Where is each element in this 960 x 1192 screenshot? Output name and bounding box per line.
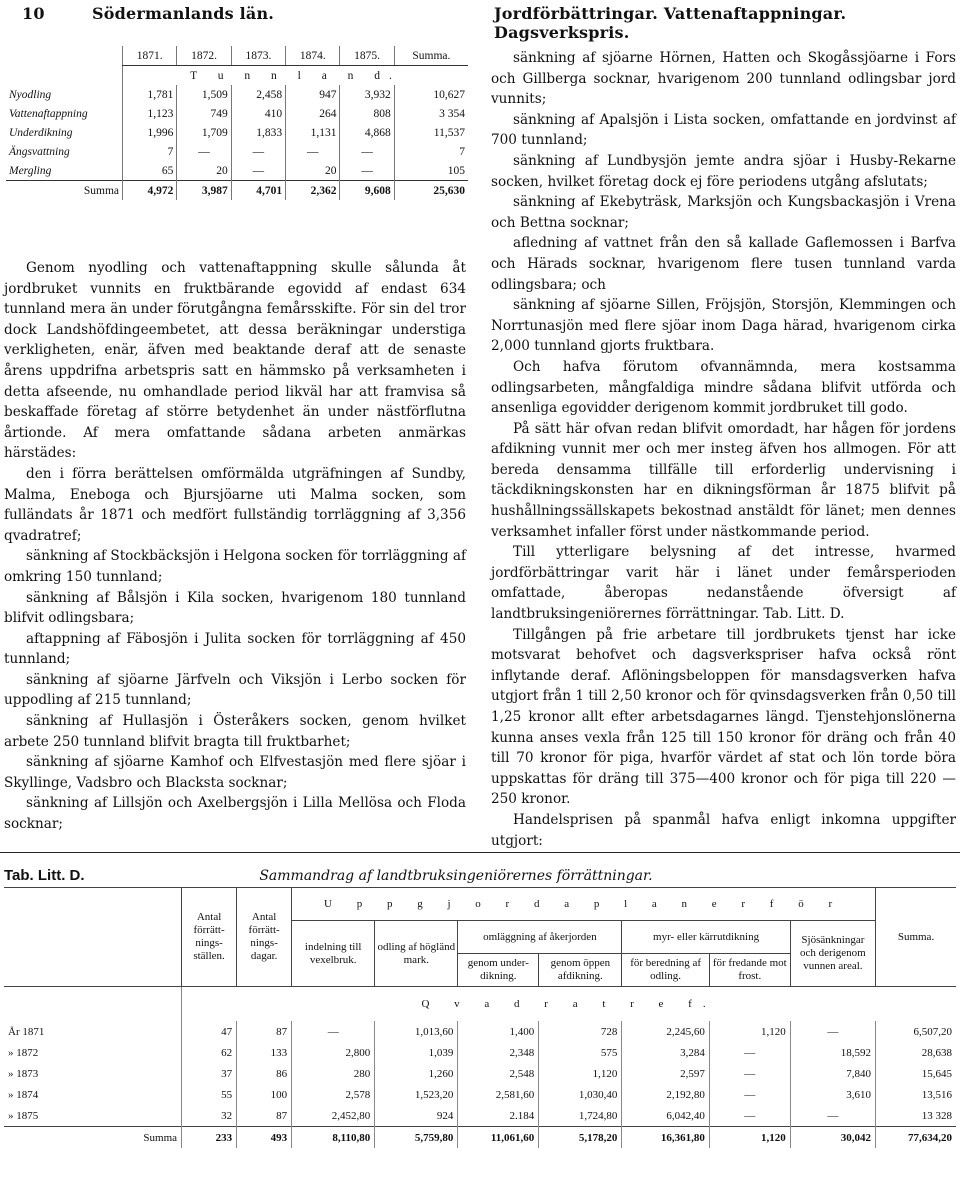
cell: 9,608 xyxy=(340,181,394,201)
paragraph: Genom nyodling och vattenaftappning skulle sålunda åt jordbruket vunnits en fruktbärande egovidd af endast 634 tunnland mera än under förutgångna femårsskifte. För sin del tror dock Landshöfdingeembetet, att dessa beräkningar understiga verkligheten, enär, äfven med beaktande deraf att de senaste årens uppdrifna arbetspris satt en hämmsko på verksamheten i detta afseende, nu omhandlade period likväl har att framvisa så beskaffade företag af större betydenhet än under nästförflutna årtionde. Af mera omfattande sådana arbeten anmärkas härstädes: xyxy=(4,260,466,462)
section-divider xyxy=(0,852,960,853)
cell: 6,507,20 xyxy=(876,1021,956,1042)
cell: 2,458 xyxy=(231,85,285,104)
paragraph: Till ytterligare belysning af det intresse, hvarmed jordförbättringar varit här i länet under femårsperioden omfattade, åberopas nedanstående öfversigt af landtbruksingeniörernes förrättningar. Tab. Litt. D. xyxy=(491,544,956,623)
sum-label: Summa xyxy=(6,181,123,201)
cell: — xyxy=(231,142,285,161)
paragraph: sänkning af sjöarne Hörnen, Hatten och Skogåssjöarne i Fors och Gillberga socknar, hvarigenom 200 tunnland odlingsbar jord vunnits; xyxy=(491,50,956,108)
cell: 1,030,40 xyxy=(539,1084,622,1105)
cell: 728 xyxy=(539,1021,622,1042)
table-sum-row xyxy=(4,1127,956,1149)
cell: 1,260 xyxy=(375,1063,458,1084)
unit-label: T u n n l a n d. xyxy=(123,66,469,86)
cell: 11,537 xyxy=(394,123,468,142)
cell: — xyxy=(340,161,394,181)
cell: — xyxy=(709,1063,790,1084)
cell: 1,724,80 xyxy=(539,1105,622,1127)
cell: 77,634,20 xyxy=(876,1127,956,1149)
row-label: Underdikning xyxy=(9,126,73,139)
cell: 749 xyxy=(177,104,231,123)
cell: 1,400 xyxy=(458,1021,539,1042)
cell: 13 328 xyxy=(876,1105,956,1127)
cell: 1,996 xyxy=(123,123,177,142)
cell: 25,630 xyxy=(394,181,468,201)
row-label: Mergling xyxy=(9,164,52,177)
table-label: Tab. Litt. D. xyxy=(4,867,85,884)
col-header: för fredande mot frost. xyxy=(709,954,790,987)
cell: 1,039 xyxy=(375,1042,458,1063)
table-caption: Sammandrag af landtbruksingeniörernes förrättningar. xyxy=(259,868,653,884)
cell: 55 xyxy=(182,1084,237,1105)
cell: 18,592 xyxy=(790,1042,875,1063)
cell: 2,597 xyxy=(622,1063,709,1084)
table-row xyxy=(6,104,468,123)
cell: 1,013,60 xyxy=(375,1021,458,1042)
cell: 7 xyxy=(394,142,468,161)
row-label: År 1871 xyxy=(8,1025,45,1038)
row-label: Nyodling xyxy=(9,88,52,101)
cell: 4,972 xyxy=(123,181,177,201)
cell: 4,701 xyxy=(231,181,285,201)
table-row xyxy=(4,1063,956,1084)
row-label: Ängsvattning xyxy=(9,145,70,158)
cell: 1,709 xyxy=(177,123,231,142)
cell: 20 xyxy=(286,161,340,181)
cell: 62 xyxy=(182,1042,237,1063)
cell: 7,840 xyxy=(790,1063,875,1084)
paragraph: aftappning af Fäbosjön i Julita socken för torrläggning af 450 tunnland; xyxy=(4,630,466,668)
cell: 4,868 xyxy=(340,123,394,142)
year-header: 1872. xyxy=(177,46,231,66)
cell: — xyxy=(709,1084,790,1105)
col-header: för beredning af odling. xyxy=(622,954,709,987)
cell: 6,042,40 xyxy=(622,1105,709,1127)
col-header: Antal förrätt-nings-dagar. xyxy=(237,888,292,987)
cell: 3,284 xyxy=(622,1042,709,1063)
year-header: Summa. xyxy=(394,46,468,66)
cell: 7 xyxy=(123,142,177,161)
cell: 3,932 xyxy=(340,85,394,104)
left-column-text xyxy=(4,258,466,835)
paragraph: sänkning af Hullasjön i Österåkers socken, genom hvilket arbete 250 tunnland blifvit bragta till fruktbarhet; xyxy=(4,713,466,750)
cell: 2,452,80 xyxy=(292,1105,375,1127)
cell: 5,759,80 xyxy=(375,1127,458,1149)
land-improvement-table xyxy=(6,46,468,200)
cell: 2,245,60 xyxy=(622,1021,709,1042)
table-sum-row xyxy=(6,181,468,201)
cell: 2,548 xyxy=(458,1063,539,1084)
group-header: U p p g j o r d a p l a n e r f ö r xyxy=(292,888,876,921)
cell: 924 xyxy=(375,1105,458,1127)
cell: 13,516 xyxy=(876,1084,956,1105)
cell: 3,610 xyxy=(790,1084,875,1105)
table-row xyxy=(4,1084,956,1105)
unit-label: Q v a d r a t r e f. xyxy=(182,987,956,1022)
paragraph: den i förra berättelsen omförmälda utgräfningen af Sundby, Malma, Eneboga och Bjursjöarne uti Malma socken, som fulländats år 1871 och medfört fullständig torrläggning af 3,356 qvadratref; xyxy=(4,465,466,544)
paragraph: sänkning af Apalsjön i Lista socken, omfattande en jordvinst af 700 tunnland; xyxy=(491,111,956,149)
cell: 37 xyxy=(182,1063,237,1084)
row-label: » 1872 xyxy=(8,1046,39,1059)
table-row xyxy=(6,85,468,104)
year-header: 1873. xyxy=(231,46,285,66)
cell: 87 xyxy=(237,1021,292,1042)
paragraph: sänkning af Bålsjön i Kila socken, hvarigenom 180 tunnland blifvit odlingsbara; xyxy=(4,589,466,627)
cell: 2,800 xyxy=(292,1042,375,1063)
paragraph: sänkning af Lundbysjön jemte andra sjöar i Husby-Rekarne socken, hvilket företag dock ej före periodens utgång afslutats; xyxy=(491,152,956,190)
row-label: » 1874 xyxy=(8,1088,39,1101)
cell: 1,120 xyxy=(709,1127,790,1149)
paragraph: sänkning af Ekebyträsk, Marksjön och Kungsbackasjön i Vrena och Bettna socknar; xyxy=(491,194,956,231)
cell: 280 xyxy=(292,1063,375,1084)
cell: 1,123 xyxy=(123,104,177,123)
cell: — xyxy=(709,1105,790,1127)
cell: 1,523,20 xyxy=(375,1084,458,1105)
cell: — xyxy=(790,1105,875,1127)
cell: 10,627 xyxy=(394,85,468,104)
cell: 1,131 xyxy=(286,123,340,142)
cell: 8,110,80 xyxy=(292,1127,375,1149)
cell: 1,781 xyxy=(123,85,177,104)
cell: 3,987 xyxy=(177,181,231,201)
cell: — xyxy=(292,1021,375,1042)
cell: 1,833 xyxy=(231,123,285,142)
cell: 87 xyxy=(237,1105,292,1127)
cell: 28,638 xyxy=(876,1042,956,1063)
sum-label: Summa xyxy=(4,1127,182,1149)
col-header: Antal förrätt-nings-ställen. xyxy=(182,888,237,987)
year-header: 1871. xyxy=(123,46,177,66)
cell: — xyxy=(790,1021,875,1042)
cell: 47 xyxy=(182,1021,237,1042)
cell: 3 354 xyxy=(394,104,468,123)
cell: 86 xyxy=(237,1063,292,1084)
cell: 233 xyxy=(182,1127,237,1149)
paragraph: På sätt här ofvan redan blifvit omordadt, har hågen för jordens afdikning vunnit mer och mer insteg äfven hos allmogen. För att bereda densamma tillfälle till erforderlig undervisning i täckdikningskonsten har en dikningsförman år 1875 blifvit på hushållningssällskapets bekostnad anstäldt för länet; men dennes verksamhet infaller först under nästkommande period. xyxy=(491,420,956,540)
cell: 133 xyxy=(237,1042,292,1063)
cell: — xyxy=(177,142,231,161)
paragraph: afledning af vattnet från den så kallade Gaflemossen i Barfva och Härads socknar, hvarigenom flere tusen tunnland varda odlingsbara; och xyxy=(491,235,956,293)
paragraph: sänkning af sjöarne Kamhof och Elfvestasjön med flere sjöar i Skyllinge, Vadsbro och Blacksta socknar; xyxy=(4,754,466,791)
cell: 1,120 xyxy=(709,1021,790,1042)
cell: — xyxy=(286,142,340,161)
paragraph: Och hafva förutom ofvannämnda, mera kostsamma odlingsarbeten, mångfaldiga mindre sådana blifvit utförda och ansenliga egovidder derigenom kommit jordbruket till godo. xyxy=(491,358,956,417)
table-row xyxy=(4,1105,956,1127)
cell: 2,192,80 xyxy=(622,1084,709,1105)
cell: 11,061,60 xyxy=(458,1127,539,1149)
table1-year-header xyxy=(6,46,468,66)
cell: 15,645 xyxy=(876,1063,956,1084)
col-header: genom öppen afdikning. xyxy=(539,954,622,987)
cell: 410 xyxy=(231,104,285,123)
col-header: odling af högländ mark. xyxy=(375,921,458,987)
col-header: myr- eller kärrutdikning xyxy=(622,921,790,954)
cell: 2,578 xyxy=(292,1084,375,1105)
col-header: Sjösänkningar och derigenom vunnen areal. xyxy=(790,921,875,987)
cell: 100 xyxy=(237,1084,292,1105)
cell: 264 xyxy=(286,104,340,123)
cell: 32 xyxy=(182,1105,237,1127)
paragraph: Handelsprisen på spanmål hafva enligt inkomna uppgifter utgjort: xyxy=(491,811,956,849)
cell: 5,178,20 xyxy=(539,1127,622,1149)
paragraph: sänkning af Stockbäcksjön i Helgona socken för torrläggning af omkring 150 tunnland; xyxy=(4,548,466,585)
year-header: 1875. xyxy=(340,46,394,66)
right-running-title: Jordförbättringar. Vattenaftappningar. Dagsverkspris. xyxy=(494,4,847,42)
col-header: omläggning af åkerjorden xyxy=(458,921,622,954)
cell: 575 xyxy=(539,1042,622,1063)
table2-title xyxy=(4,866,653,884)
cell: 947 xyxy=(286,85,340,104)
table-row xyxy=(4,1042,956,1063)
paragraph: sänkning af sjöarne Sillen, Fröjsjön, Storsjön, Klemmingen och Norrtunasjön med flere sjöar inom Daga härad, hvarigenom cirka 2,000 tunnland gjorts fruktbara. xyxy=(491,297,956,355)
table-row xyxy=(4,1021,956,1042)
cell: 808 xyxy=(340,104,394,123)
page-number: 10 xyxy=(22,4,45,23)
cell: — xyxy=(231,161,285,181)
col-header: Summa. xyxy=(876,888,956,987)
surveyor-summary-table xyxy=(4,887,956,1148)
cell: 20 xyxy=(177,161,231,181)
cell: 30,042 xyxy=(790,1127,875,1149)
paragraph: sänkning af Lillsjön och Axelbergsjön i Lilla Mellösa och Floda socknar; xyxy=(4,795,466,833)
row-label: » 1873 xyxy=(8,1067,39,1080)
cell: 16,361,80 xyxy=(622,1127,709,1149)
year-header: 1874. xyxy=(286,46,340,66)
paragraph: sänkning af sjöarne Järfveln och Viksjön i Lerbo socken för uppodling af 215 tunnland; xyxy=(4,671,466,709)
col-header: indelning till vexelbruk. xyxy=(292,921,375,987)
row-label: Vattenaftappning xyxy=(9,107,88,120)
paragraph: Tillgången på frie arbetare till jordbrukets tjenst har icke motsvarat behofvet och dagsverkspriser hafva också rönt inflytande deraf. Aflöningsbeloppen för mansdagsverken hafva utgjort från 1 till 2,50 kronor och för qvinsdagsverken från 0,50 till 1,25 kronor allt efter arbetsdagarnes längd. Tjenstehjonslönerna kunna anses vexla från 125 till 150 kronor för dräng och från 40 till 70 kronor för piga, hvarför värdet af stat och lön torde böra uppskattas för dräng till 375—400 kronor och för piga till 220 —250 kronor. xyxy=(491,626,956,808)
col-header: genom under-dikning. xyxy=(458,954,539,987)
cell: 2,348 xyxy=(458,1042,539,1063)
cell: 105 xyxy=(394,161,468,181)
cell: 2,362 xyxy=(286,181,340,201)
table-row xyxy=(6,161,468,181)
cell: — xyxy=(340,142,394,161)
cell: 493 xyxy=(237,1127,292,1149)
cell: 2,581,60 xyxy=(458,1084,539,1105)
table-row xyxy=(6,123,468,142)
cell: 65 xyxy=(123,161,177,181)
left-running-title: Södermanlands län. xyxy=(92,4,275,23)
row-label: » 1875 xyxy=(8,1109,39,1122)
cell: 1,120 xyxy=(539,1063,622,1084)
cell: 1,509 xyxy=(177,85,231,104)
right-column-text xyxy=(491,48,956,851)
table-row xyxy=(6,142,468,161)
cell: 2.184 xyxy=(458,1105,539,1127)
cell: — xyxy=(709,1042,790,1063)
